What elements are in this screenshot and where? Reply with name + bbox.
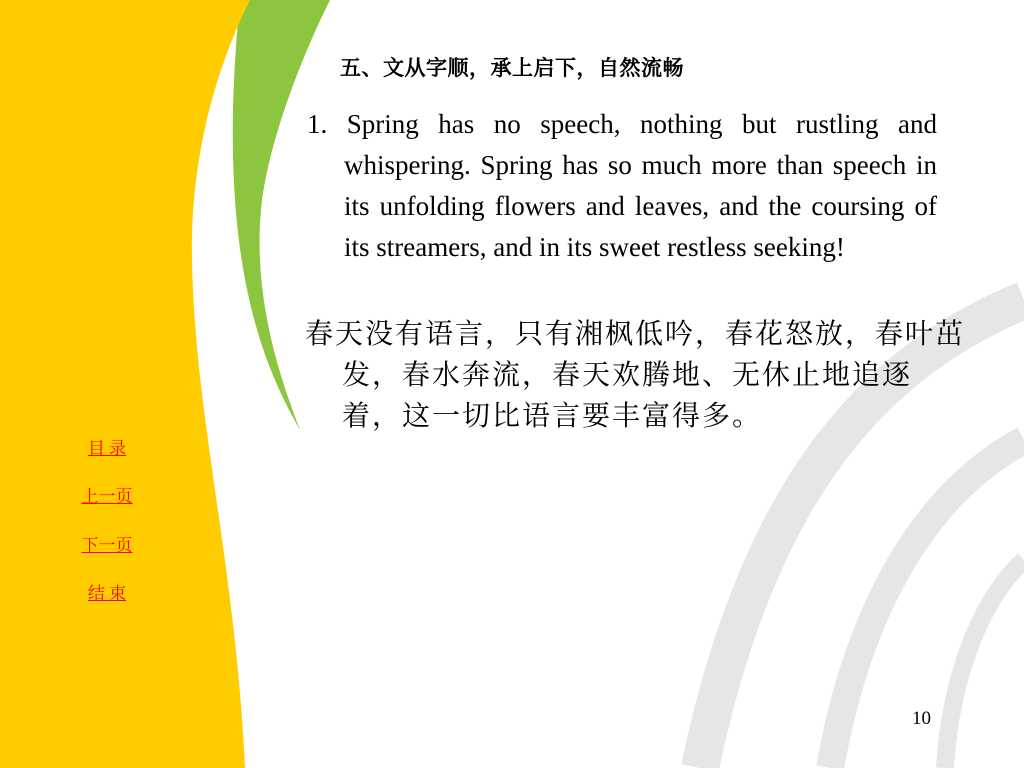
nav-contents-link[interactable]: 目 录 bbox=[87, 439, 127, 458]
nav-end-link[interactable]: 结 束 bbox=[87, 584, 127, 603]
nav-next-page-link[interactable]: 下一页 bbox=[81, 536, 133, 555]
page-number: 10 bbox=[912, 708, 931, 729]
chinese-paragraph: 春天没有语言，只有湘枫低吟，春花怒放，春叶茁发，春水奔流，春天欢腾地、无休止地追逐着，这一切比语言要丰富得多。 bbox=[305, 317, 966, 432]
yellow-band-decoration bbox=[0, 0, 250, 768]
slide-heading: 五、文从字顺，承上启下，自然流畅 bbox=[340, 56, 684, 80]
nav-previous-page-link[interactable]: 上一页 bbox=[81, 487, 133, 506]
english-paragraph: 1. Spring has no speech, nothing but rustling and whispering. Spring has so much more than speech in its unfolding flowers and leaves, and the coursing of its streamers, and in its sweet restless seeking! bbox=[307, 109, 937, 262]
